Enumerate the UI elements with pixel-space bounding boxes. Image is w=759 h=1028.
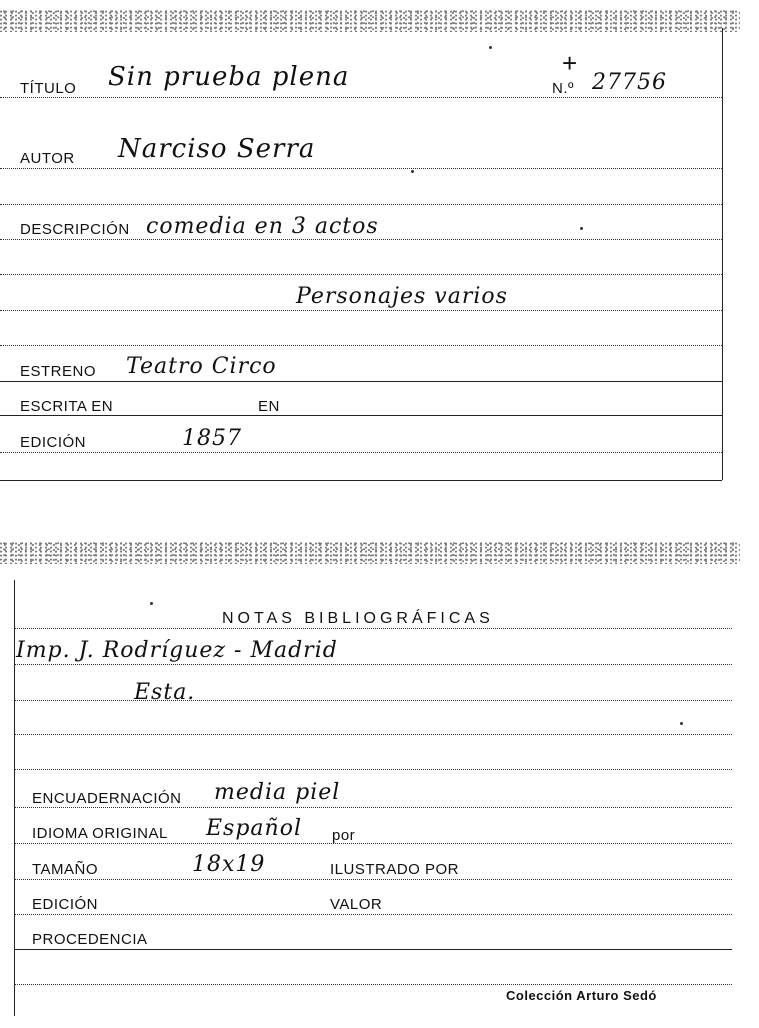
rule-procedencia xyxy=(14,949,732,950)
estreno-value: Teatro Circo xyxy=(126,354,277,379)
catalog-card-bottom xyxy=(0,540,740,1028)
note-line-1: Imp. J. Rodríguez - Madrid xyxy=(16,638,338,663)
idioma-value: Español xyxy=(206,816,302,841)
card-right-border xyxy=(722,28,723,480)
notas-heading: NOTAS BIBLIOGRÁFICAS xyxy=(222,610,494,627)
titulo-label: TÍTULO xyxy=(20,80,77,97)
tamano-label: TAMAÑO xyxy=(32,861,99,878)
card-bottom-edge-texture xyxy=(0,542,740,564)
rule-descripcion-2 xyxy=(0,274,722,275)
autor-label: AUTOR xyxy=(20,150,75,167)
edicion-value: 1857 xyxy=(182,426,242,451)
card-top-edge-texture xyxy=(0,10,740,32)
edicion-label: EDICIÓN xyxy=(20,434,87,451)
valor-label: VALOR xyxy=(330,896,383,913)
rule-note-4 xyxy=(14,769,732,770)
collection-footer: Colección Arturo Sedó xyxy=(506,988,657,1003)
note-line-2: Esta. xyxy=(134,680,196,705)
rule-titulo xyxy=(0,97,722,98)
tamano-value: 18x19 xyxy=(192,852,266,877)
catalog-card-top xyxy=(0,0,740,492)
por-label: por xyxy=(332,827,356,844)
rule-descripcion xyxy=(0,239,722,240)
cross-mark: + xyxy=(562,48,578,78)
en-label: EN xyxy=(258,398,280,415)
titulo-value: Sin prueba plena xyxy=(108,62,350,92)
rule-autor xyxy=(0,168,722,169)
rule-edicion-bottom xyxy=(14,914,732,915)
idioma-label: IDIOMA ORIGINAL xyxy=(32,825,168,842)
edicion-bottom-label: EDICIÓN xyxy=(32,896,99,913)
rule-note-2 xyxy=(14,700,732,701)
rule-personajes-2 xyxy=(0,345,722,346)
rule-edicion xyxy=(0,452,722,453)
encuadernacion-value: media piel xyxy=(214,780,341,805)
descripcion-value: comedia en 3 actos xyxy=(146,214,379,239)
descripcion-label: DESCRIPCIÓN xyxy=(20,221,130,238)
procedencia-label: PROCEDENCIA xyxy=(32,931,148,948)
rule-escrita xyxy=(0,415,722,416)
ilustrado-label: ILUSTRADO POR xyxy=(330,861,460,878)
rule-note-1 xyxy=(14,664,732,665)
card-left-border xyxy=(14,580,15,1016)
rule-encuadernacion xyxy=(14,807,732,808)
escrita-en-label: ESCRITA EN xyxy=(20,398,114,415)
rule-note-3 xyxy=(14,734,732,735)
rule-notas-heading xyxy=(14,628,732,629)
ink-speck xyxy=(489,46,492,49)
personajes-value: Personajes varios xyxy=(296,284,508,309)
rule-autor-2 xyxy=(0,204,722,205)
ink-speck xyxy=(411,170,414,173)
rule-bottom-top-card xyxy=(0,480,722,481)
rule-estreno xyxy=(0,381,722,382)
rule-idioma xyxy=(14,843,732,844)
ink-speck xyxy=(150,602,153,605)
rule-tamano xyxy=(14,879,732,880)
number-label: N.º xyxy=(552,80,574,97)
rule-personajes xyxy=(0,310,722,311)
encuadernacion-label: ENCUADERNACIÓN xyxy=(32,790,182,807)
number-value: 27756 xyxy=(592,70,667,95)
estreno-label: ESTRENO xyxy=(20,363,97,380)
rule-bottom xyxy=(14,984,732,985)
ink-speck xyxy=(580,227,583,230)
ink-speck xyxy=(680,722,683,725)
autor-value: Narciso Serra xyxy=(118,134,316,164)
